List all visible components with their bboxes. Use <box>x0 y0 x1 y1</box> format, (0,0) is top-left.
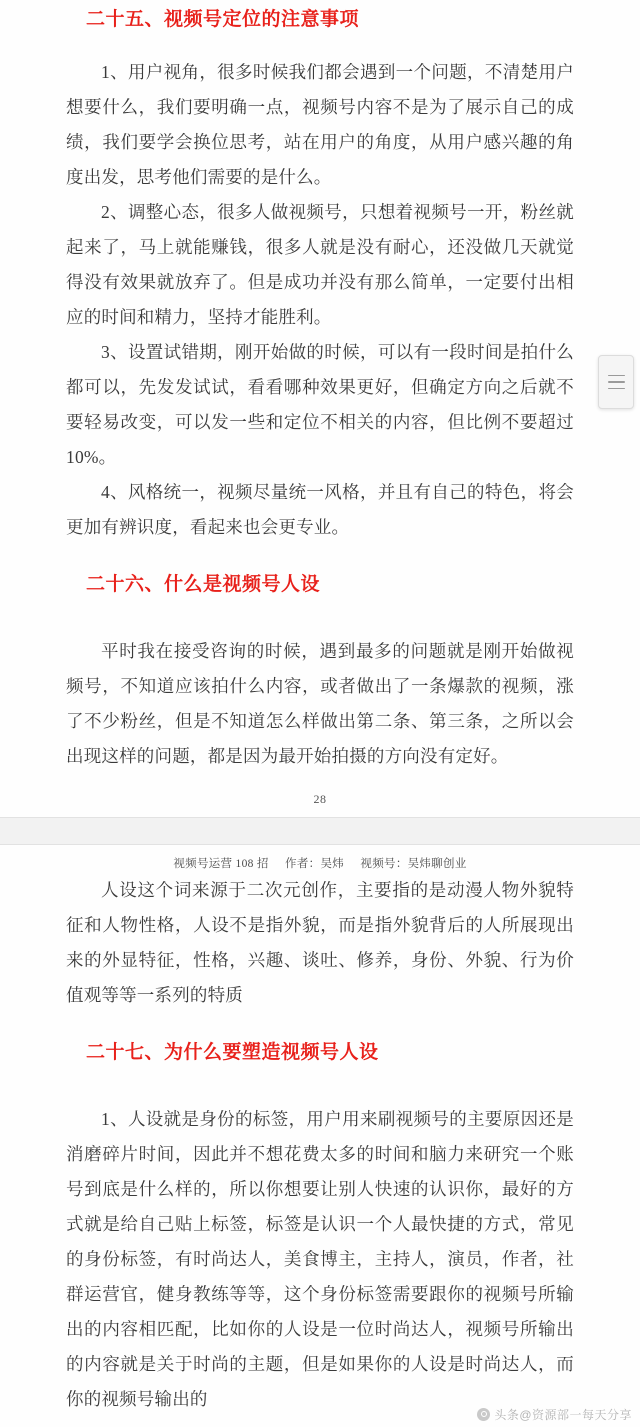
paragraph: 人设这个词来源于二次元创作，主要指的是动漫人物外貌特征和人物性格，人设不是指外貌，而是指外貌背后的人所展现出来的外显特征，性格，兴趣、谈吐、修养，身份、外貌、行为价值观等等一系列的特质 <box>66 880 574 1005</box>
paragraph: 4、风格统一，视频尽量统一风格，并且有自己的特色，将会更加有辨识度，看起来也会更专业。 <box>66 482 574 537</box>
handle-bar <box>608 388 625 390</box>
drag-menu-handle-icon[interactable] <box>598 355 634 409</box>
section-heading-27: 二十七、为什么要塑造视频号人设 <box>86 1042 379 1063</box>
toutiao-icon <box>477 1408 490 1421</box>
paragraph: 平时我在接受咨询的时候，遇到最多的问题就是刚开始做视频号，不知道应该拍什么内容，或者做出了一条爆款的视频，涨了不少粉丝，但是不知道怎么样做出第二条、第三条，之所以会出现这样的问题，都是因为最开始拍摄的方向没有定好。 <box>66 641 574 766</box>
page-separator <box>0 817 640 845</box>
running-head <box>0 845 640 873</box>
running-head-author: 作者：吴炜 <box>285 858 345 870</box>
section-heading-25: 二十五、视频号定位的注意事项 <box>86 9 360 30</box>
watermark <box>477 1406 632 1423</box>
page-number: 28 <box>313 792 327 806</box>
document-page-2 <box>0 845 640 1427</box>
handle-bar <box>608 375 625 377</box>
section-heading-26: 二十六、什么是视频号人设 <box>86 574 321 595</box>
paragraph: 1、人设就是身份的标签，用户用来刷视频号的主要原因还是消磨碎片时间，因此并不想花费太多的时间和脑力来研究一个账号到底是什么样的，所以你想要让别人快速的认识你，最好的方式就是给自己贴上标签，标签是认识一个人最快捷的方式，常见的身份标签，有时尚达人，美食博主，主持人，演员，作者，社群运营官，健身教练等等，这个身份标签需要跟你的视频号所输出的内容相匹配，比如你的人设是一位时尚达人，视频号所输出的内容就是关于时尚的主题，但是如果你的人设是时尚达人，而你的视频号输出的 <box>66 1109 574 1409</box>
running-head-account: 视频号：吴炜聊创业 <box>360 858 467 870</box>
paragraph: 3、设置试错期，刚开始做的时候，可以有一段时间是拍什么都可以，先发发试试，看看哪种效果更好，但确定方向之后就不要轻易改变，可以发一些和定位不相关的内容，但比例不要超过 10%。 <box>66 342 574 467</box>
paragraph: 1、用户视角，很多时候我们都会遇到一个问题，不清楚用户想要什么，我们要明确一点，视频号内容不是为了展示自己的成绩，我们要学会换位思考，站在用户的角度，从用户感兴趣的角度出发，思考他们需要的是什么。 <box>66 62 574 187</box>
paragraph: 2、调整心态，很多人做视频号，只想着视频号一开，粉丝就起来了，马上就能赚钱，很多人就是没有耐心，还没做几天就觉得没有效果就放弃了。但是成功并没有那么简单，一定要付出相应的时间和精力，坚持才能胜利。 <box>66 202 574 327</box>
handle-bar <box>608 381 625 383</box>
watermark-text: 头条@资源部一每天分享 <box>494 1408 632 1422</box>
running-head-book: 视频号运营 108 招 <box>173 858 269 870</box>
